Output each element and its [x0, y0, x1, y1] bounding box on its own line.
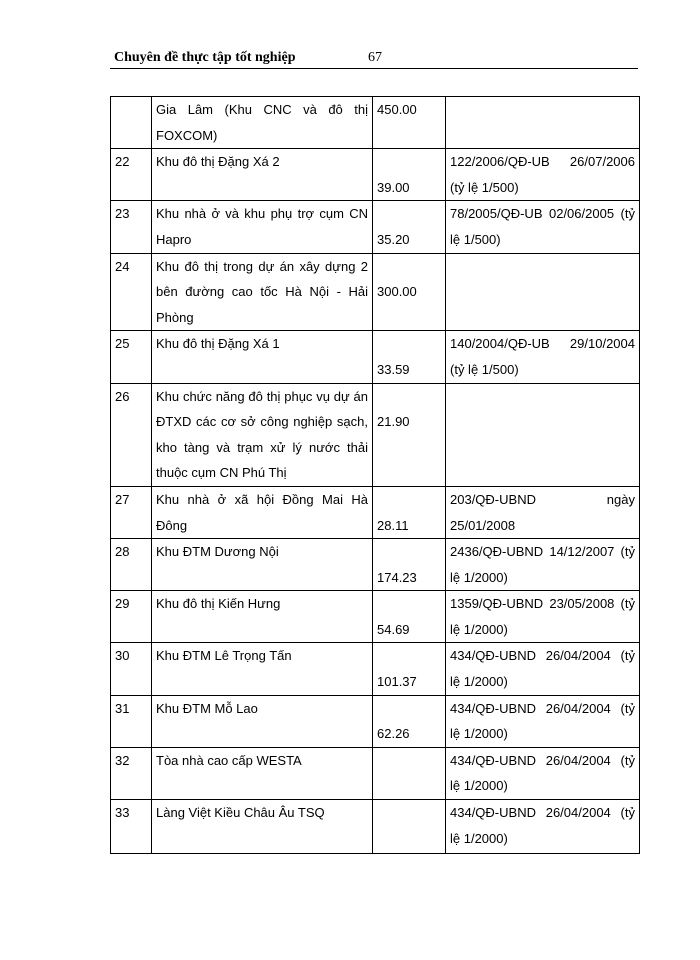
area-value: 300.00 — [377, 284, 417, 300]
area-cell — [373, 253, 446, 331]
area-cell — [373, 383, 446, 486]
decision-text — [446, 253, 640, 331]
area-cell — [373, 695, 446, 747]
row-number: 31 — [111, 695, 152, 747]
table-row — [111, 539, 640, 591]
project-name: Gia Lâm (Khu CNC và đô thị FOXCOM) — [152, 97, 373, 149]
area-value: 101.37 — [377, 674, 417, 690]
project-name: Khu đô thị Đặng Xá 2 — [152, 149, 373, 201]
project-name: Khu ĐTM Mỗ Lao — [152, 695, 373, 747]
table-row — [111, 591, 640, 643]
area-value: 33.59 — [377, 361, 410, 377]
project-table — [110, 96, 640, 854]
table-row — [111, 800, 640, 854]
project-name: Tòa nhà cao cấp WESTA — [152, 747, 373, 799]
area-cell — [373, 201, 446, 253]
row-number: 26 — [111, 383, 152, 486]
row-number: 29 — [111, 591, 152, 643]
table-row — [111, 383, 640, 486]
area-value: 35.20 — [377, 231, 410, 247]
row-number: 33 — [111, 800, 152, 854]
table-row — [111, 97, 640, 149]
row-number: 30 — [111, 643, 152, 695]
project-name: Khu đô thị Đặng Xá 1 — [152, 331, 373, 383]
project-name: Khu đô thị trong dự án xây dựng 2 bên đường cao tốc Hà Nội - Hải Phòng — [152, 253, 373, 331]
area-cell — [373, 486, 446, 538]
decision-text: 1359/QĐ-UBND 23/05/2008 (tỷ lệ 1/2000) — [446, 591, 640, 643]
area-value — [373, 747, 446, 799]
decision-text — [446, 97, 640, 149]
project-name: Khu nhà ở và khu phụ trợ cụm CN Hapro — [152, 201, 373, 253]
project-name: Khu ĐTM Lê Trọng Tấn — [152, 643, 373, 695]
running-title: Chuyên đề thực tập tốt nghiệp — [114, 50, 296, 65]
project-name: Khu đô thị Kiến Hưng — [152, 591, 373, 643]
table-row — [111, 201, 640, 253]
page-number: 67 — [368, 50, 382, 65]
decision-text: 434/QĐ-UBND 26/04/2004 (tỷ lệ 1/2000) — [446, 747, 640, 799]
area-value — [373, 800, 446, 854]
row-number: 28 — [111, 539, 152, 591]
project-name: Khu chức năng đô thị phục vụ dự án ĐTXD các cơ sở công nghiệp sạch, kho tàng và trạm xử lý nước thải thuộc cụm CN Phú Thị — [152, 383, 373, 486]
area-cell — [373, 539, 446, 591]
project-name: Làng Việt Kiều Châu Âu TSQ — [152, 800, 373, 854]
row-number: 27 — [111, 486, 152, 538]
row-number: 22 — [111, 149, 152, 201]
row-number: 32 — [111, 747, 152, 799]
area-value: 62.26 — [377, 726, 410, 742]
table-row — [111, 643, 640, 695]
decision-text: 203/QĐ-UBND ngày 25/01/2008 — [446, 486, 640, 538]
area-value: 450.00 — [373, 97, 446, 149]
decision-text: 434/QĐ-UBND 26/04/2004 (tỷ lệ 1/2000) — [446, 695, 640, 747]
row-number: 23 — [111, 201, 152, 253]
decision-text: 434/QĐ-UBND 26/04/2004 (tỷ lệ 1/2000) — [446, 800, 640, 854]
decision-text — [446, 383, 640, 486]
row-number — [111, 97, 152, 149]
decision-text: 122/2006/QĐ-UB 26/07/2006 (tỷ lệ 1/500) — [446, 149, 640, 201]
table-row — [111, 695, 640, 747]
row-number: 25 — [111, 331, 152, 383]
row-number: 24 — [111, 253, 152, 331]
decision-text: 78/2005/QĐ-UB 02/06/2005 (tỷ lệ 1/500) — [446, 201, 640, 253]
area-value: 174.23 — [377, 569, 417, 585]
table-row — [111, 149, 640, 201]
area-value: 28.11 — [377, 517, 409, 533]
project-name: Khu ĐTM Dương Nội — [152, 539, 373, 591]
decision-text: 2436/QĐ-UBND 14/12/2007 (tỷ lệ 1/2000) — [446, 539, 640, 591]
header-divider — [110, 68, 638, 69]
table-row — [111, 253, 640, 331]
area-cell — [373, 591, 446, 643]
decision-text: 434/QĐ-UBND 26/04/2004 (tỷ lệ 1/2000) — [446, 643, 640, 695]
table-row — [111, 331, 640, 383]
area-value: 54.69 — [377, 621, 410, 637]
project-name: Khu nhà ở xã hội Đồng Mai Hà Đông — [152, 486, 373, 538]
decision-text: 140/2004/QĐ-UB 29/10/2004 (tỷ lệ 1/500) — [446, 331, 640, 383]
table-row — [111, 747, 640, 799]
area-cell — [373, 331, 446, 383]
page-header — [110, 48, 638, 70]
area-cell — [373, 149, 446, 201]
area-value: 21.90 — [377, 414, 410, 430]
area-value: 39.00 — [377, 179, 410, 195]
area-cell — [373, 643, 446, 695]
table-row — [111, 486, 640, 538]
